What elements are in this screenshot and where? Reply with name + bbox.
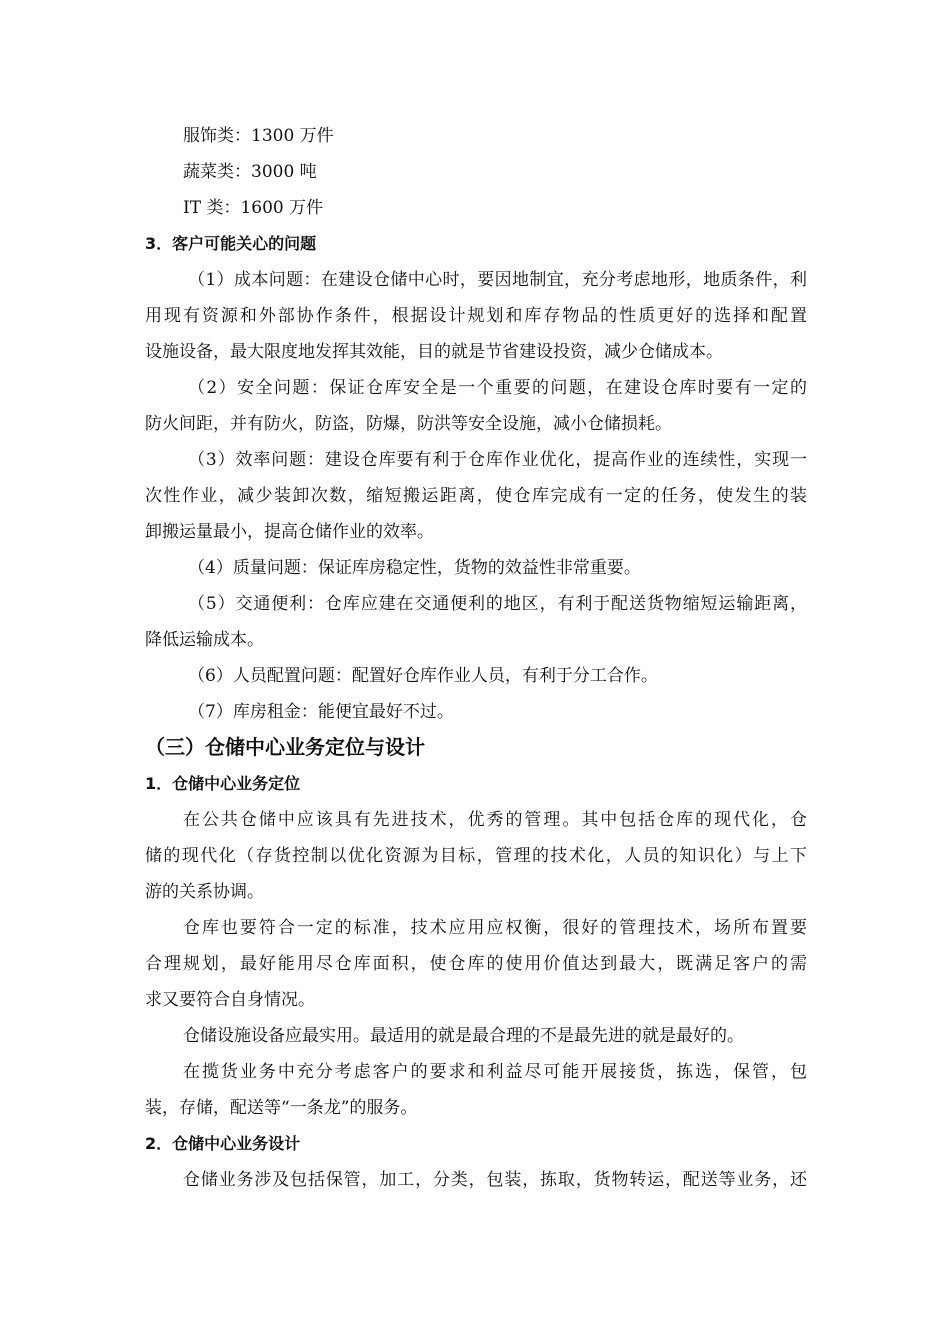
paragraph-line: 设施设备，最大限度地发挥其效能，目的就是节省建设投资，减少仓储成本。	[145, 342, 723, 362]
section-heading: 3．客户可能关心的问题	[145, 234, 317, 253]
paragraph-line: 求又要符合自身情况。	[145, 990, 315, 1010]
paragraph-line: （6）人员配置问题：配置好仓库作业人员，有利于分工合作。	[188, 666, 658, 686]
chapter-heading: （三）仓储中心业务定位与设计	[145, 735, 425, 759]
paragraph-line: 装，存储，配送等“一条龙”的服务。	[145, 1098, 418, 1118]
section-heading: 2．仓储中心业务设计	[145, 1134, 301, 1153]
paragraph-line: 在揽货业务中充分考虑客户的要求和利益尽可能开展接货，拣选，保管，包	[183, 1062, 807, 1082]
paragraph-line: 防火间距，并有防火，防盗，防爆，防洪等安全设施，减小仓储损耗。	[145, 414, 672, 434]
text-line: IT 类：1600 万件	[183, 198, 324, 218]
text-line: 服饰类：1300 万件	[183, 126, 334, 146]
paragraph-line: 合理规划，最好能用尽仓库面积，使仓库的使用价值达到最大，既满足客户的需	[145, 954, 807, 974]
paragraph-line: （2）安全问题：保证仓库安全是一个重要的问题，在建设仓库时要有一定的	[188, 378, 807, 398]
paragraph-line: （3）效率问题：建设仓库要有利于仓库作业优化，提高作业的连续性，实现一	[188, 450, 807, 470]
paragraph-line: （4）质量问题：保证库房稳定性，货物的效益性非常重要。	[188, 558, 641, 578]
paragraph-line: 在公共仓储中应该具有先进技术，优秀的管理。其中包括仓库的现代化，仓	[183, 810, 807, 830]
section-heading: 1．仓储中心业务定位	[145, 774, 301, 793]
paragraph-line: 游的关系协调。	[145, 882, 264, 902]
paragraph-line: 降低运输成本。	[145, 630, 264, 650]
paragraph-line: （7）库房租金：能便宜最好不过。	[188, 702, 454, 722]
paragraph-line: （1）成本问题：在建设仓储中心时，要因地制宜，充分考虑地形，地质条件，利	[188, 270, 807, 290]
paragraph-line: 次性作业，减少装卸次数，缩短搬运距离，使仓库完成有一定的任务，使发生的装	[145, 486, 807, 506]
paragraph-line: 卸搬运量最小，提高仓储作业的效率。	[145, 522, 434, 542]
paragraph-line: （5）交通便利：仓库应建在交通便利的地区，有利于配送货物缩短运输距离，	[188, 594, 807, 614]
paragraph-line: 仓库也要符合一定的标准，技术应用应权衡，很好的管理技术，场所布置要	[183, 918, 807, 938]
paragraph-line: 仓储业务涉及包括保管，加工，分类，包装，拣取，货物转运，配送等业务，还	[183, 1170, 807, 1190]
text-line: 蔬菜类：3000 吨	[183, 162, 317, 182]
paragraph-line: 储的现代化（存货控制以优化资源为目标，管理的技术化，人员的知识化）与上下	[145, 846, 807, 866]
paragraph-line: 仓储设施设备应最实用。最适用的就是最合理的不是最先进的就是最好的。	[183, 1026, 744, 1046]
paragraph-line: 用现有资源和外部协作条件，根据设计规划和库存物品的性质更好的选择和配置	[145, 306, 807, 326]
